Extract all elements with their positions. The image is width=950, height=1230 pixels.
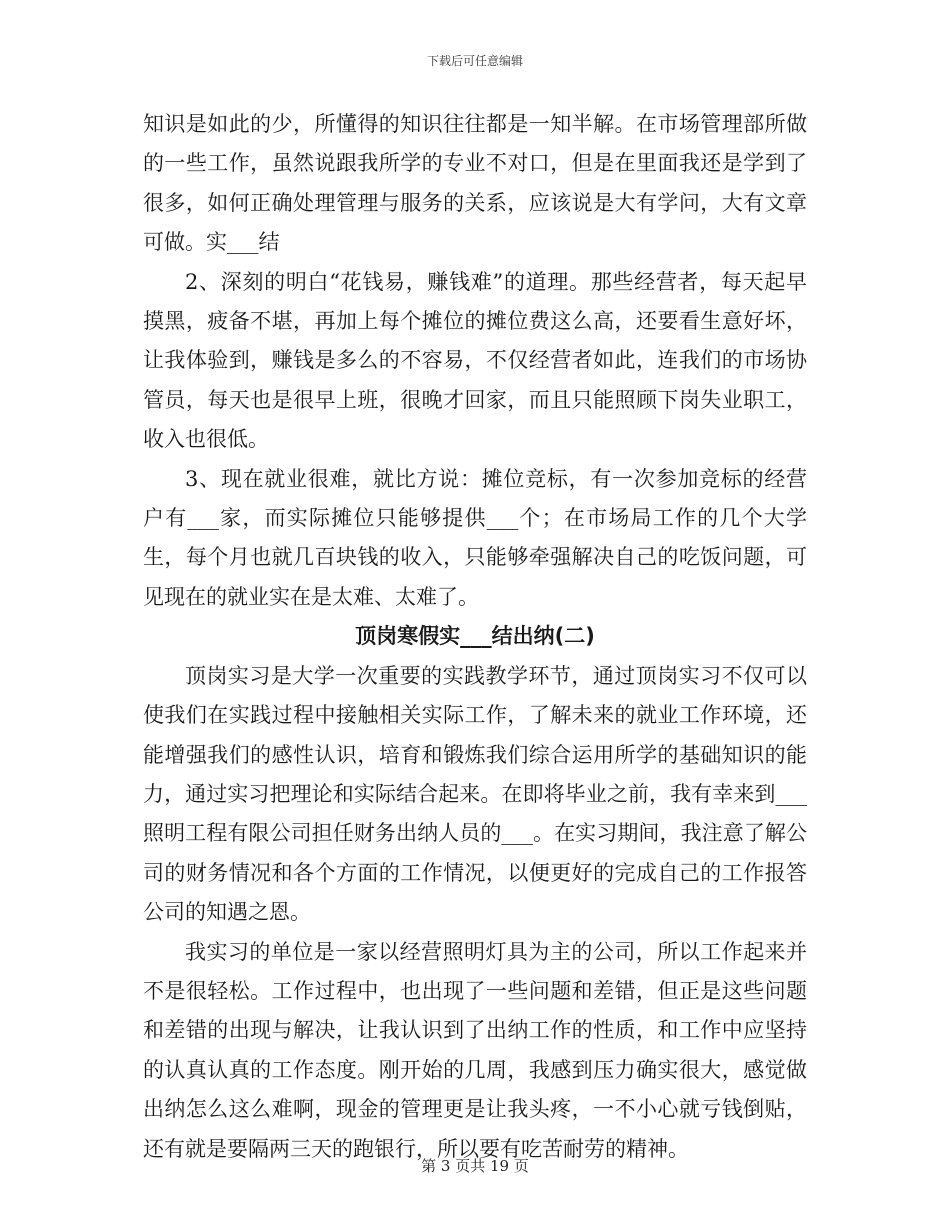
paragraph: 知识是如此的少，所懂得的知识往往都是一知半解。在市场管理部所做的一些工作，虽然说跟我所学的专业不对口，但是在里面我还是学到了很多，如何正确处理管理与服务的关系，应该说是大有学问，大有文章可做。实___结 (143, 112, 807, 255)
paragraph: 3、现在就业很难，就比方说：摊位竞标，有一次参加竞标的经营户有___家，而实际摊位只能够提供___个；在市场局工作的几个大学生，每个月也就几百块钱的收入，只能够牵强解决自己的吃饭问题，可见现在的就业实在是太难、太难了。 (143, 466, 807, 609)
document-body (143, 105, 807, 1169)
section-title: 顶岗寒假实___结出纳(二) (355, 624, 595, 649)
paragraph: 顶岗实习是大学一次重要的实践教学环节，通过顶岗实习不仅可以使我们在实践过程中接触相关实际工作，了解未来的就业工作环境，还能增强我们的感性认识，培育和锻炼我们综合运用所学的基础知识的能力，通过实习把理论和实际结合起来。在即将毕业之前，我有幸来到___照明工程有限公司担任财务出纳人员的___。在实习期间，我注意了解公司的财务情况和各个方面的工作情况，以便更好的完成自己的工作报答公司的知遇之恩。 (143, 663, 807, 925)
paragraph: 我实习的单位是一家以经营照明灯具为主的公司，所以工作起来并不是很轻松。工作过程中，也出现了一些问题和差错，但正是这些问题和差错的出现与解决，让我认识到了出纳工作的性质，和工作中应坚持的认真认真的工作态度。刚开始的几周，我感到压力确实很大，感觉做出纳怎么这么难啊，现金的管理更是让我头疼，一不小心就亏钱倒贴，还有就是要隔两三天的跑银行，所以要有吃苦耐劳的精神。 (143, 939, 807, 1161)
paragraph: 2、深刻的明白“花钱易，赚钱难”的道理。那些经营者，每天起早摸黑，疲备不堪，再加上每个摊位的摊位费这么高，还要看生意好坏，让我体验到，赚钱是多么的不容易，不仅经营者如此，连我们的市场协管员，每天也是很早上班，很晚才回家，而且只能照顾下岗失业职工，收入也很低。 (143, 269, 807, 452)
page-header: 下载后可任意编辑 (426, 54, 523, 68)
page-number: 第 3 页共 19 页 (421, 1157, 529, 1175)
